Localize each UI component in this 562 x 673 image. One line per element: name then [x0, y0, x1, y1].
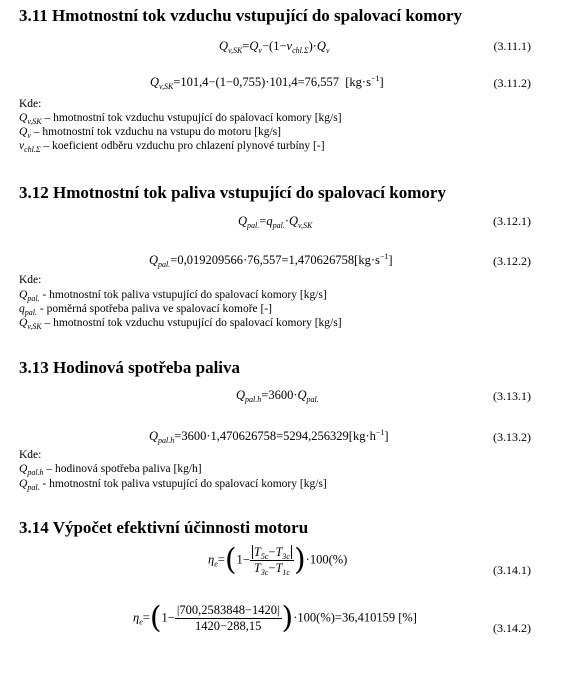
equation-number: (3.12.1) [493, 214, 531, 228]
definition-line: $Q_{pal.h}$ – hodinová spotřeba paliva [kg/h] [19, 463, 202, 477]
definition-line: $q_{pal.}$ - poměrná spotřeba paliva ve spalovací komoře [-] [19, 303, 273, 317]
equation-3-12-2: $Q_{pal.}=0,019209566\cdot 76,557=1,470626758[kg\cdot s^{-1}]$ [149, 252, 393, 269]
equation-number: (3.14.1) [493, 563, 531, 577]
definition-line: $Q_{pal.}$ - hmotnostní tok paliva vstupující do spalovací komory [kg/s] [19, 478, 327, 492]
definition-line: $Q_{pal.}$ - hmotnostní tok paliva vstupující do spalovací komory [kg/s] [19, 289, 327, 303]
section-heading-3-13: 3.13 Hodinová spotřeba paliva [19, 358, 241, 377]
section-heading-3-14: 3.14 Výpočet efektivní účinnosti motoru [19, 518, 309, 537]
equation-number: (3.14.2) [493, 621, 531, 635]
equation-number: (3.13.1) [493, 389, 531, 403]
definition-line: $Q_{v,SK}$ – hmotnostní tok vzduchu vstupující do spalovací komory [kg/s] [19, 317, 342, 331]
equation-number: (3.13.2) [493, 430, 531, 444]
equation-3-11-1: $Q_{v,SK}=Q_v-(1-\nu_{chl.\Sigma})\cdot Q_v$ [219, 39, 330, 55]
definition-line: $\nu_{chl.\Sigma}$ – koeficient odběru vzduchu pro chlazení plynové turbíny [-] [19, 140, 325, 154]
equation-number: (3.12.2) [493, 254, 531, 268]
kde-label: Kde: [19, 274, 42, 286]
equation-3-14-2: $\eta_e=(1-$ $\frac{|700,2583848-1420|}{1420-288,15}$ )·100(%)=36,410159 [%] [133, 600, 417, 636]
equation-number: (3.11.2) [493, 76, 531, 90]
section-heading-3-12: 3.12 Hmotnostní tok paliva vstupující do spalovací komory [19, 183, 446, 202]
definition-line: $Q_v$ – hmotnostní tok vzduchu na vstupu do motoru [kg/s] [19, 126, 281, 140]
kde-label: Kde: [19, 449, 42, 461]
equation-number: (3.11.1) [493, 39, 531, 53]
equation-3-13-2: $Q_{pal.h}=3600\cdot 1,470626758=5294,256329[kg\cdot h^{-1}]$ [149, 428, 389, 445]
equation-3-14-1: $\eta_e=(1-$ $\frac{T_{5c}-T_{3c}}{T_{3c}-T_{1c}}$ )·100(%) [208, 542, 348, 578]
equation-3-11-2: $Q_{v,SK}=101,4-(1-0,755)\cdot 101,4=76,557$ $[kg\cdot s^{-1}]$ [150, 74, 384, 91]
equation-3-13-1: $Q_{pal.h}=3600\cdot Q_{pal.}$ [236, 388, 319, 404]
equation-3-12-1: $Q_{pal.}=q_{pal.}\cdot Q_{v,SK}$ [238, 214, 313, 230]
section-heading-3-11: 3.11 Hmotnostní tok vzduchu vstupující do spalovací komory [19, 6, 463, 25]
definition-line: $Q_{v,SK}$ – hmotnostní tok vzduchu vstupující do spalovací komory [kg/s] [19, 112, 342, 126]
kde-label: Kde: [19, 98, 42, 110]
